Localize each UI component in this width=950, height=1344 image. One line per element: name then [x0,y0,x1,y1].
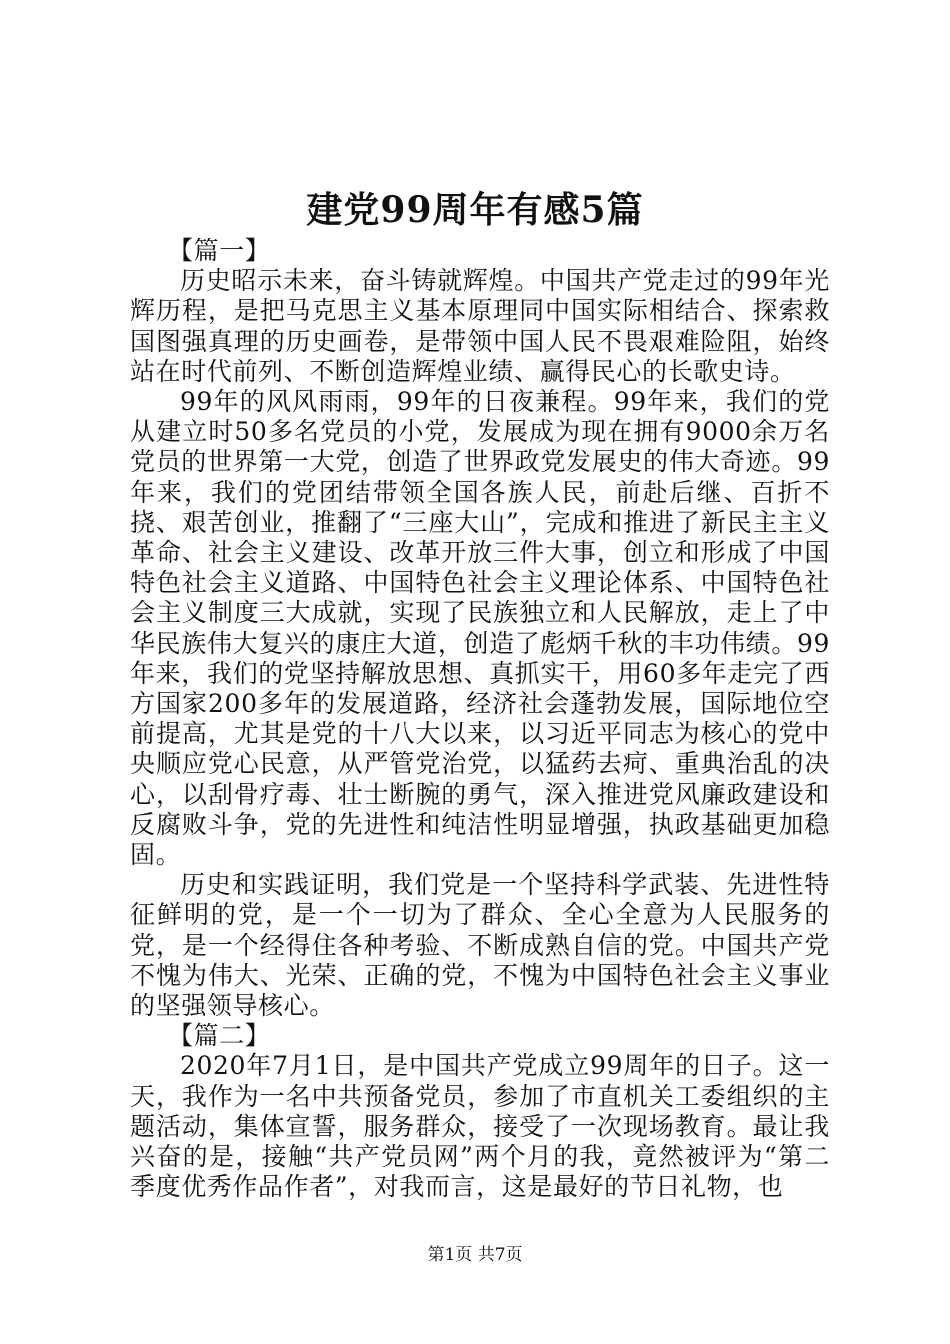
document-body [130,236,830,1203]
paragraph: 历史和实践证明，我们党是一个坚持科学武装、先进性特征鲜明的党，是一个一切为了群众、全心全意为人民服务的党，是一个经得住各种考验、不断成熟自信的党。中国共产党不愧为伟大、光荣、正确的党，不愧为中国特色社会主义事业的坚强领导核心。 [130,870,830,1021]
section-heading: 【篇一】 [168,236,271,265]
section-two [130,1021,830,1202]
section-heading: 【篇二】 [168,1021,271,1051]
page-number-footer: 第1页 共7页 [427,1245,523,1265]
section-one [130,236,830,1021]
paragraph: 历史昭示未来，奋斗铸就辉煌。中国共产党走过的99年光辉历程，是把马克思主义基本原理同中国实际相结合、探索救国图强真理的历史画卷，是带领中国人民不畏艰难险阻，始终站在时代前列、不断创造辉煌业绩、赢得民心的长歌史诗。 [130,266,830,386]
document-title: 建党99周年有感5篇 [306,189,644,231]
paragraph: 2020年7月1日，是中国共产党成立99周年的日子。这一天，我作为一名中共预备党员，参加了市直机关工委组织的主题活动，集体宣誓，服务群众，接受了一次现场教育。最让我兴奋的是，接触“共产党员网”两个月的我，竟然被评为“第二季度优秀作品作者”，对我而言，这是最好的节日礼物，也 [130,1051,830,1202]
paragraph: 99年的风风雨雨，99年的日夜兼程。99年来，我们的党从建立时50多名党员的小党，发展成为现在拥有9000余万名党员的世界第一大党，创造了世界政党发展史的伟大奇迹。99年来，我们的党团结带领全国各族人民，前赴后继、百折不挠、艰苦创业，推翻了“三座大山”，完成和推进了新民主主义革命、社会主义建设、改革开放三件大事，创立和形成了中国特色社会主义道路、中国特色社会主义理论体系、中国特色社会主义制度三大成就，实现了民族独立和人民解放，走上了中华民族伟大复兴的康庄大道，创造了彪炳千秋的丰功伟绩。99年来，我们的党坚持解放思想、真抓实干，用60多年走完了西方国家200多年的发展道路，经济社会蓬勃发展，国际地位空前提高，尤其是党的十八大以来，以习近平同志为核心的党中央顺应党心民意，从严管党治党，以猛药去疴、重典治乱的决心，以刮骨疗毒、壮士断腕的勇气，深入推进党风廉政建设和反腐败斗争，党的先进性和纯洁性明显增强，执政基础更加稳固。 [130,387,830,870]
